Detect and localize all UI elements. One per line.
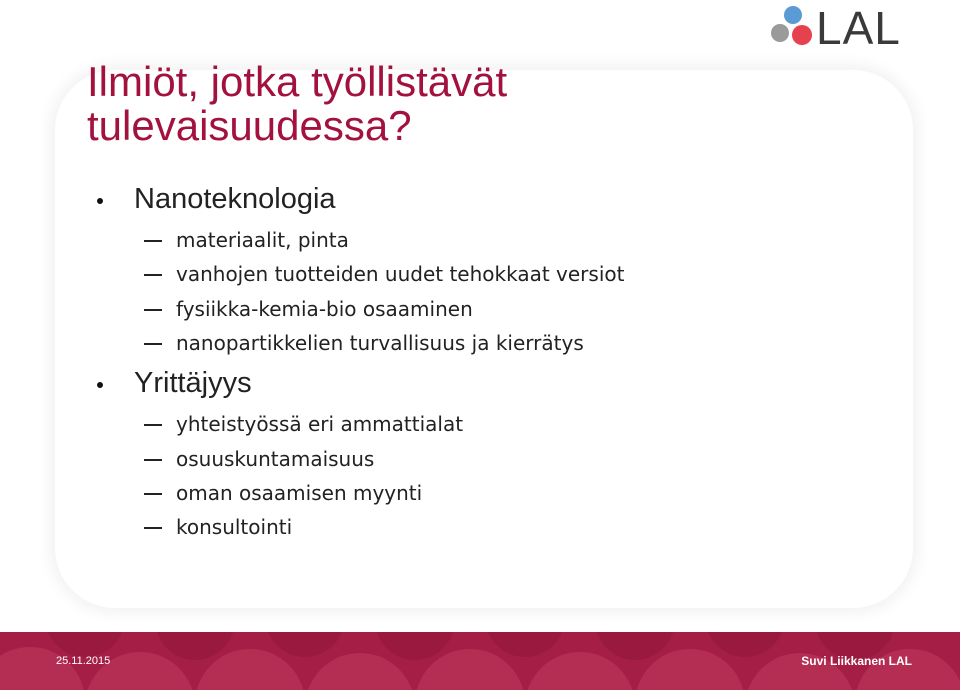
dash-icon — [144, 493, 162, 495]
footer-date: 25.11.2015 — [56, 655, 111, 667]
dash-icon — [144, 309, 162, 311]
sub-item-text: oman osaamisen myynti — [176, 481, 423, 505]
bullet-icon — [97, 382, 103, 388]
dash-icon — [144, 240, 162, 242]
sub-item-text: vanhojen tuotteiden uudet tehokkaat versiot — [176, 262, 625, 286]
dash-icon — [144, 424, 162, 426]
title-line-1: Ilmiöt, jotka työllistävät — [87, 58, 508, 105]
dash-icon — [144, 459, 162, 461]
title-line-2: tulevaisuudessa? — [87, 102, 412, 149]
sub-item-text: materiaalit, pinta — [176, 228, 349, 252]
logo-text: LAL — [816, 4, 901, 50]
sub-item-text: fysiikka-kemia-bio osaaminen — [176, 297, 473, 321]
footer-author: Suvi Liikkanen LAL — [801, 654, 912, 668]
footer-bar — [0, 632, 960, 690]
section-heading: Nanoteknologia — [134, 183, 336, 215]
sub-item-text: yhteistyössä eri ammattialat — [176, 412, 464, 436]
sub-item-text: osuuskuntamaisuus — [176, 447, 375, 471]
dash-icon — [144, 527, 162, 529]
section-heading: Yrittäjyys — [134, 367, 252, 399]
dash-icon — [144, 343, 162, 345]
bullet-icon — [97, 198, 103, 204]
sub-item-text: nanopartikkelien turvallisuus ja kierrätys — [176, 331, 584, 355]
sub-item-text: konsultointi — [176, 515, 293, 539]
dash-icon — [144, 274, 162, 276]
